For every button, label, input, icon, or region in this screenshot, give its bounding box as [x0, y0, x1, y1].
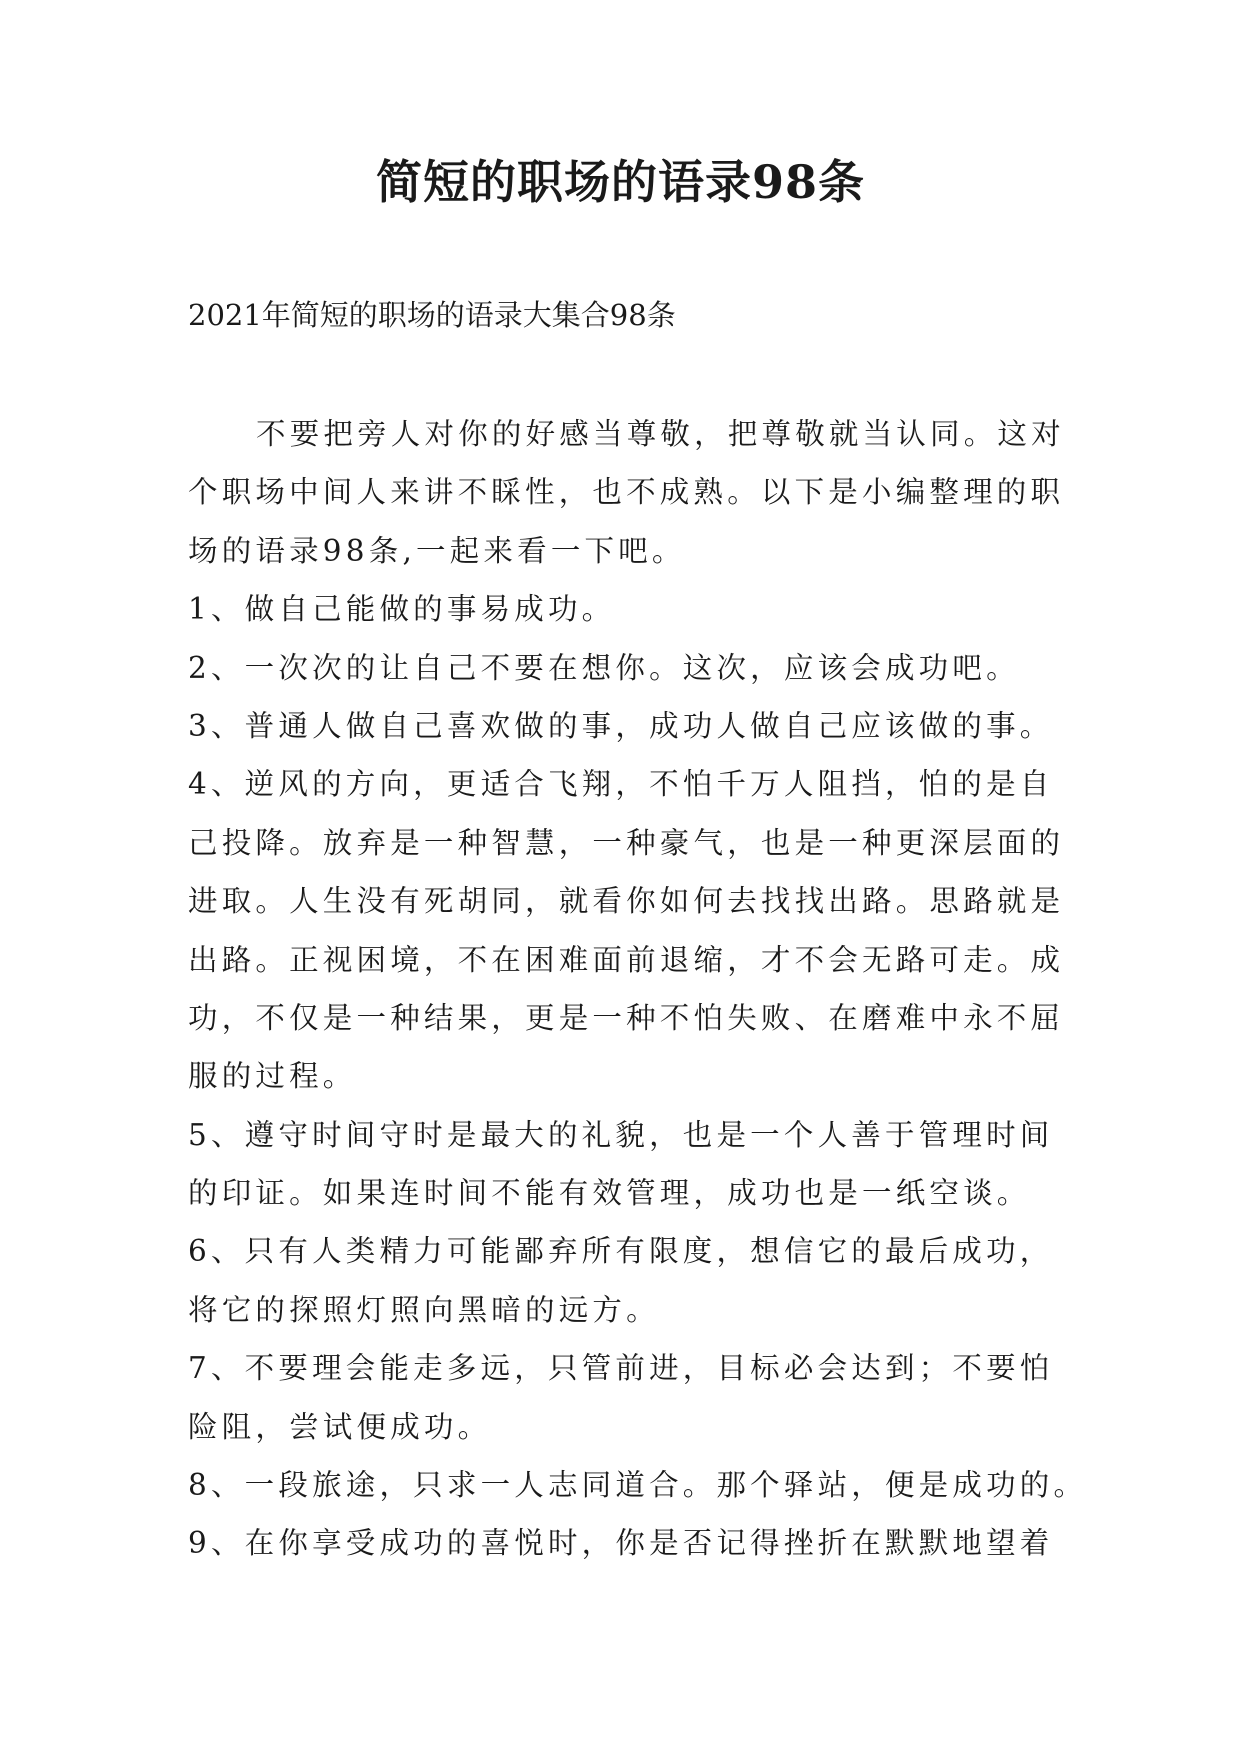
body-line: 6、只有人类精力可能鄙弃所有限度，想信它的最后成功，	[188, 1234, 1054, 1269]
body-line: 的印证。如果连时间不能有效管理，成功也是一纸空谈。	[188, 1176, 1031, 1211]
document-body	[188, 405, 1088, 1573]
body-line: 9、在你享受成功的喜悦时，你是否记得挫折在默默地望着	[188, 1526, 1054, 1561]
body-line: 1、做自己能做的事易成功。	[188, 592, 616, 627]
document-title: 简短的职场的语录98条	[375, 155, 865, 209]
body-line: 3、普通人做自己喜欢做的事，成功人做自己应该做的事。	[188, 708, 1054, 743]
document-subtitle: 2021年简短的职场的语录大集合98条	[188, 298, 676, 332]
body-line: 功，不仅是一种结果，更是一种不怕失败、在磨难中永不屈	[188, 1000, 1065, 1035]
body-line: 2、一次次的让自己不要在想你。这次，应该会成功吧。	[188, 650, 1020, 685]
body-line: 4、逆风的方向，更适合飞翔，不怕千万人阻挡，怕的是自	[188, 767, 1054, 802]
body-line: 进取。人生没有死胡同，就看你如何去找找出路。思路就是	[188, 884, 1065, 919]
body-line: 服的过程。	[188, 1059, 357, 1094]
body-line: 己投降。放弃是一种智慧，一种豪气，也是一种更深层面的	[188, 825, 1065, 860]
body-line: 险阻，尝试便成功。	[188, 1409, 492, 1444]
body-line: 场的语录98条,一起来看一下吧。	[188, 533, 686, 568]
body-line: 将它的探照灯照向黑暗的远方。	[188, 1292, 660, 1327]
body-line: 个职场中间人来讲不睬性，也不成熟。以下是小编整理的职	[188, 475, 1065, 510]
body-line: 7、不要理会能走多远，只管前进，目标必会达到；不要怕	[188, 1351, 1054, 1386]
body-line: 出路。正视困境，不在困难面前退缩，才不会无路可走。成	[188, 942, 1065, 977]
body-line: 5、遵守时间守时是最大的礼貌，也是一个人善于管理时间	[188, 1117, 1054, 1152]
body-line: 不要把旁人对你的好感当尊敬，把尊敬就当认同。这对	[256, 417, 1065, 451]
body-line: 8、一段旅途，只求一人志同道合。那个驿站，便是成功的。	[188, 1468, 1088, 1503]
